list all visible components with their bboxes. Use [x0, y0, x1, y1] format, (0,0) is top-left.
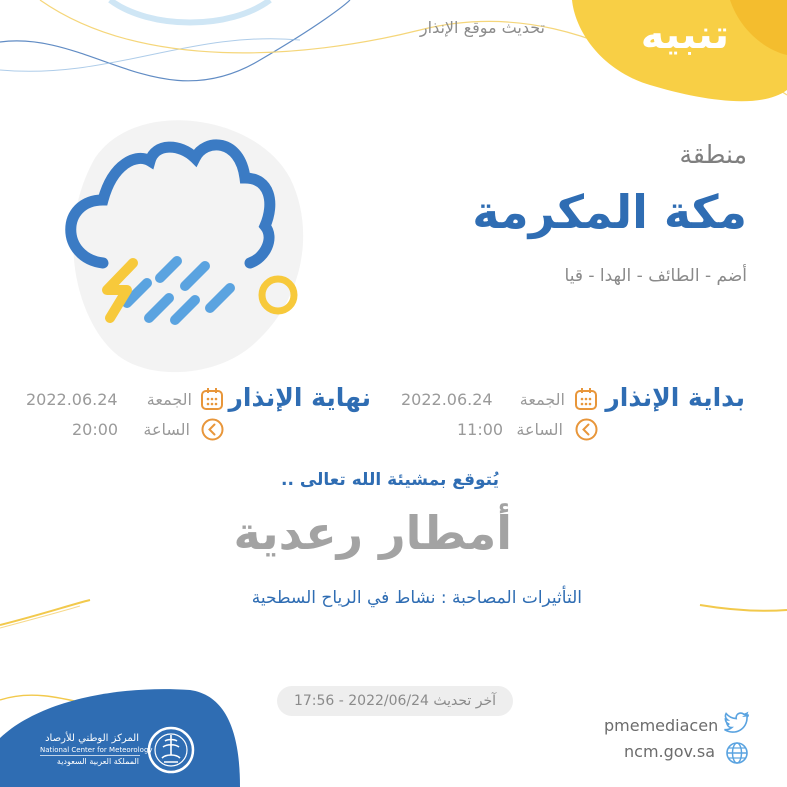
- ncm-emblem-icon: [146, 725, 196, 775]
- logo-divider: [40, 755, 140, 756]
- warning-end-day: الجمعة: [146, 390, 192, 409]
- region-label: منطقة: [679, 140, 747, 169]
- update-site-label: تحديث موقع الإنذار: [419, 18, 545, 37]
- warning-start-time-label: الساعة: [516, 420, 563, 439]
- country-name-arabic: المملكة العربية السعودية: [56, 757, 139, 766]
- warning-end-time: 20:00: [72, 420, 119, 439]
- calendar-icon: [200, 387, 224, 411]
- region-name: مكة المكرمة: [472, 185, 747, 239]
- weather-phenomenon: أمطار رعدية: [233, 506, 512, 560]
- expected-text: يُتوقع بمشيئة الله تعالى ..: [281, 470, 499, 490]
- thunderstorm-rain-icon: [55, 118, 315, 380]
- globe-icon[interactable]: [725, 741, 749, 765]
- warning-end-title: نهاية الإنذار: [228, 383, 371, 412]
- center-name-english: National Center for Meteorology: [40, 746, 153, 754]
- warning-start-day: الجمعة: [519, 390, 565, 409]
- chevron-circle-icon: [575, 418, 598, 441]
- associated-effects: التأثيرات المصاحبة : نشاط في الرياح السطحية: [251, 588, 582, 608]
- alert-title: تنبيه: [640, 12, 729, 58]
- chevron-circle-icon: [201, 418, 224, 441]
- warning-start-title: بداية الإنذار: [605, 383, 745, 412]
- warning-end-date: 2022.06.24: [26, 390, 118, 409]
- warning-start-time: 11:00: [457, 420, 504, 439]
- last-update-badge: آخر تحديث 2022/06/24 - 17:56: [277, 686, 513, 716]
- twitter-handle[interactable]: pmemediacen: [604, 716, 719, 735]
- twitter-icon[interactable]: [724, 711, 750, 733]
- website-link[interactable]: ncm.gov.sa: [624, 742, 716, 761]
- affected-places: أضم - الطائف - الهدا - قيا: [564, 266, 747, 286]
- warning-end-time-label: الساعة: [143, 420, 190, 439]
- calendar-icon: [574, 387, 598, 411]
- center-name-arabic: المركز الوطني للأرصاد: [45, 733, 139, 744]
- warning-start-date: 2022.06.24: [401, 390, 493, 409]
